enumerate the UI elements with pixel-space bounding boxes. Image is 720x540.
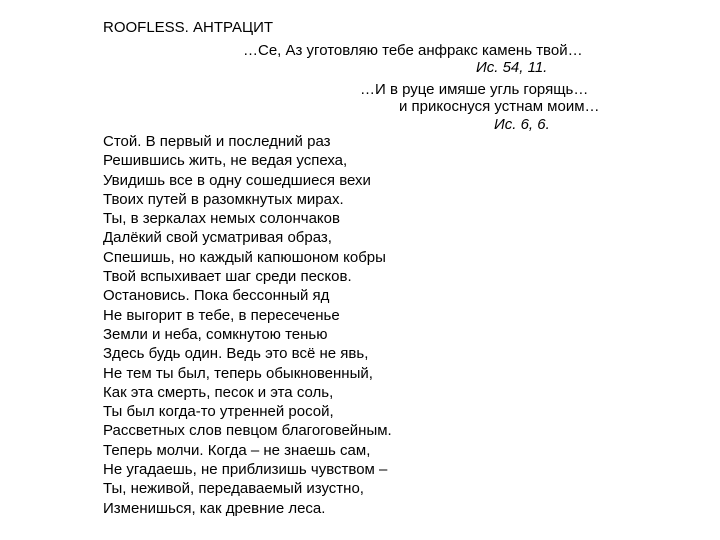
- poem-line: Ты был когда-то утренней росой,: [103, 403, 334, 421]
- poem-line: Твой вспыхивает шаг среди песков.: [103, 268, 352, 286]
- poem-line: Увидишь все в одну сошедшиеся вехи: [103, 171, 371, 189]
- poem-line: Остановись. Пока бессонный яд: [103, 287, 330, 305]
- poem-line: Земли и неба, сомкнутою тенью: [103, 325, 328, 343]
- poem-line: Не угадаешь, не приблизишь чувством –: [103, 461, 388, 479]
- poem-line: Здесь будь один. Ведь это всё не явь,: [103, 345, 369, 363]
- poem-line: Рассветных слов певцом благоговейным.: [103, 422, 392, 440]
- poem-line: Ты, неживой, передаваемый изустно,: [103, 480, 364, 498]
- epigraph-1-source: Ис. 54, 11.: [476, 59, 548, 76]
- poem-body: [103, 132, 392, 518]
- page-title: ROOFLESS. АНТРАЦИТ: [103, 19, 274, 36]
- epigraph-1-text: …Се, Аз уготовляю тебе анфракс камень твой…: [243, 42, 583, 59]
- poem-line: Спешишь, но каждый капюшоном кобры: [103, 248, 386, 266]
- poem-line: Изменишься, как древние леса.: [103, 499, 326, 517]
- epigraph-2-line-2: и прикоснуся устнам моим…: [399, 98, 600, 115]
- poem-line: Далёкий свой усматривая образ,: [103, 229, 332, 247]
- poem-line: Не выгорит в тебе, в пересеченье: [103, 306, 340, 324]
- poem-line: Не тем ты был, теперь обыкновенный,: [103, 364, 373, 382]
- poem-line: Решившись жить, не ведая успеха,: [103, 152, 348, 170]
- poem-line: Ты, в зеркалах немых солончаков: [103, 210, 340, 228]
- poem-line: Как эта смерть, песок и эта соль,: [103, 383, 334, 401]
- epigraph-2-line-1: …И в руце имяше угль горящь…: [360, 81, 589, 98]
- poem-line: Твоих путей в разомкнутых мирах.: [103, 190, 344, 208]
- epigraph-2-source: Ис. 6, 6.: [494, 116, 550, 133]
- poem-line: Теперь молчи. Когда – не знаешь сам,: [103, 441, 371, 459]
- poem-line: Стой. В первый и последний раз: [103, 133, 331, 150]
